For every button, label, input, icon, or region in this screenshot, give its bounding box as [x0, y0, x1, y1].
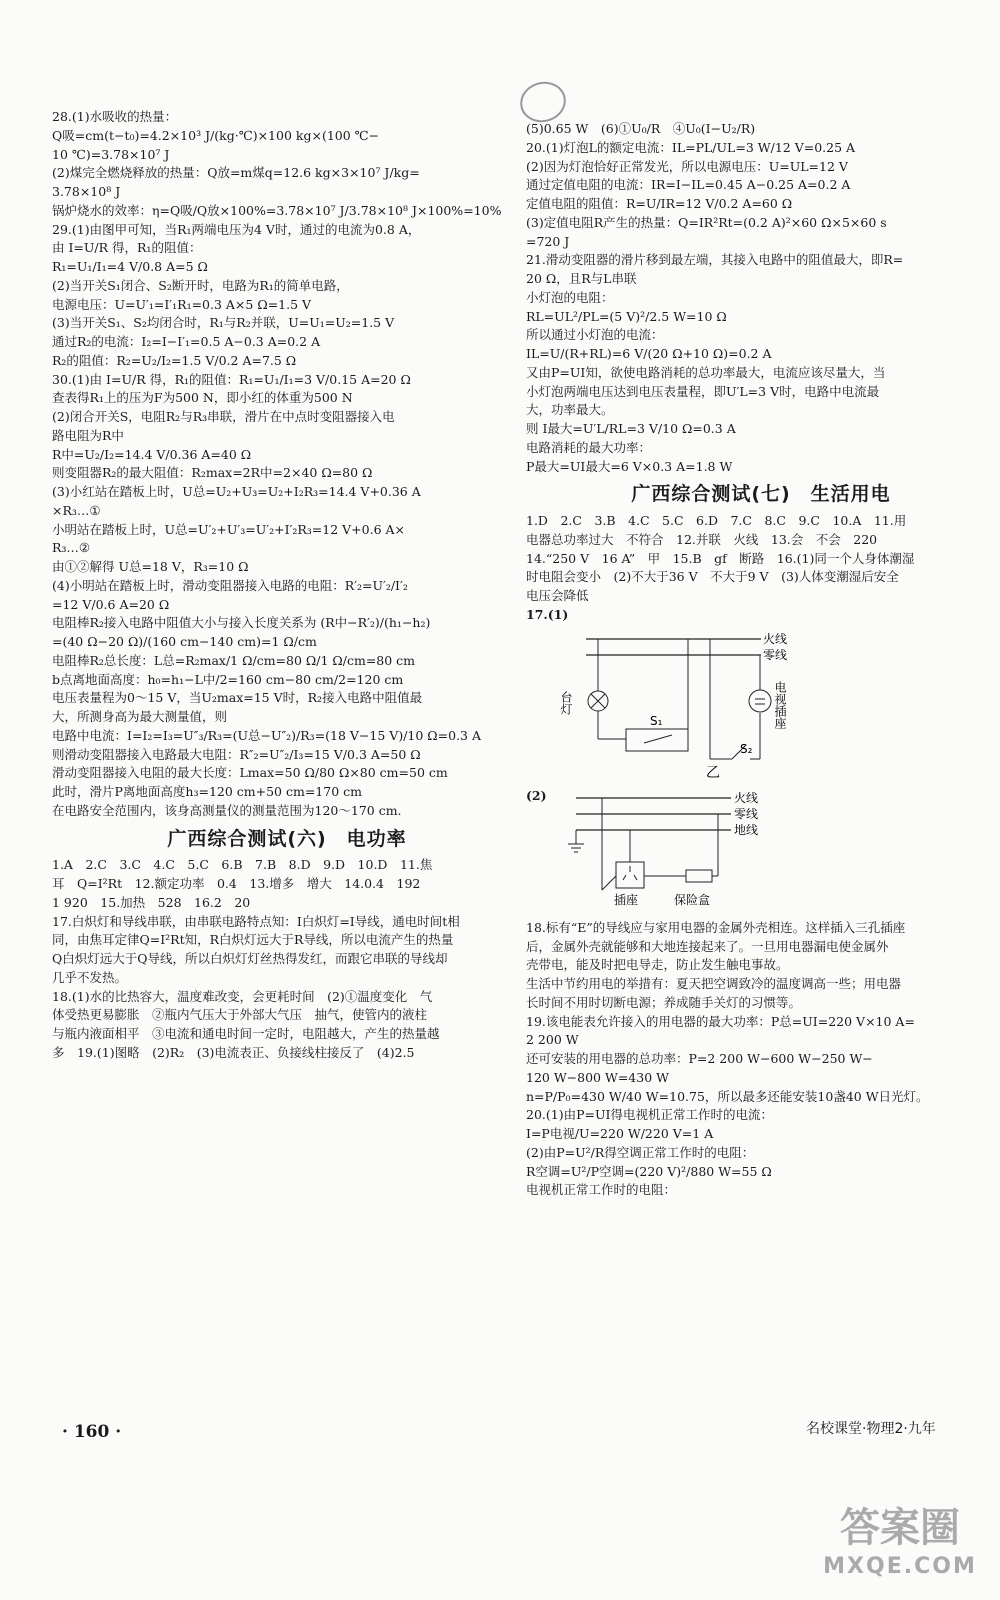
left-answer-line: R中=U₂/I₂=14.4 V/0.36 A=40 Ω [52, 446, 252, 462]
right-bottom-answer-line: 电视机正常工作时的电阻： [526, 1182, 677, 1198]
left-answer-line: (3)小红站在踏板上时，U总=U₂+U₃=U₂+I₂R₃=14.4 V+0.36 A [52, 484, 421, 499]
s2-label: S₂ [740, 741, 753, 756]
right-answer-line: (5)0.65 W (6)①U₀/R ④U₀(I−U₂/R) [526, 121, 756, 136]
fire-label: 火线 [734, 791, 759, 806]
left-answer-line: R₁=U₁/I₁=4 V/0.8 A=5 Ω [52, 259, 208, 274]
switch-s1-box [626, 729, 688, 751]
right-answer-line: IL=U/(R+RL)=6 V/(20 Ω+10 Ω)=0.2 A [526, 346, 772, 361]
right-answer-line: (2)因为灯泡恰好正常发光，所以电源电压：U=UL=12 V [526, 158, 848, 174]
q17-2-label: (2) [526, 788, 547, 804]
left-answer-line: 小明站在踏板上时，U总=U′₂+U′₃=U′₂+I′₂R₃=12 V+0.6 A× [52, 521, 405, 537]
section-six-line: 1 920 15.加热 528 16.2 20 [52, 894, 251, 910]
right-column [526, 120, 996, 1200]
right-answer-line: (3)定值电阻R产生的热量：Q=IR²Rt=(0.2 A)²×60 Ω×5×60 s [526, 214, 887, 230]
left-answer-line: 10 ℃)=3.78×10⁷ J [52, 146, 170, 162]
left-answer-line: 3.78×10⁸ J [52, 184, 121, 199]
right-answer-line: P最大=UI最大=6 V×0.3 A=1.8 W [526, 458, 733, 474]
left-answer-line: 电路中电流：I=I₂=I₃=U″₃/R₃=(U总−U″₂)/R₃=(18 V−15 V)/10 Ω=0.3 A [52, 727, 482, 743]
right-answer-line: 小灯泡两端电压达到电压表量程，即U′L=3 V时，电路中电流最 [526, 383, 880, 399]
left-answer-line: 锅炉烧水的效率：η=Q吸/Q放×100%=3.78×10⁷ J/3.78×10⁸ J×100%=10% [52, 202, 502, 218]
left-answer-line: 大，所测身高为最大测量值，则 [52, 709, 228, 724]
fuse-box-symbol [686, 870, 712, 882]
right-bottom-answer-line: 壳带电，能及时把电导走，防止发生触电事故。 [526, 957, 789, 973]
q17-label: 17.(1) [526, 606, 569, 622]
watermark-text: 答案圈 [840, 1505, 960, 1551]
left-answer-line: (3)当开关S₁、S₂均闭合时，R₁与R₂并联，U=U₁=U₂=1.5 V [52, 315, 395, 331]
left-answer-line: R₃…② [52, 540, 91, 556]
lamp-label: 台灯 [559, 690, 573, 715]
section-six-line: 1.A 2.C 3.C 4.C 5.C 6.B 7.B 8.D 9.D 10.D 11.焦 [52, 857, 433, 873]
left-answer-line: 由 I=U/R 得，R₁的阻值： [52, 240, 202, 256]
section-six-line: 体受热更易膨胀 ②瓶内气压大于外部大气压 抽气，使管内的液柱 [52, 1007, 428, 1023]
left-answer-line: b点离地面高度：h₀=h₁−L中/2=160 cm−80 cm/2=120 cm [52, 671, 404, 687]
section-six-line: 18.(1)水的比热容大，温度难改变，会更耗时间 (2)①温度变化 气 [52, 988, 433, 1004]
tv-socket-symbol [749, 690, 771, 712]
right-bottom-answer-line: 长时间不用时切断电源；养成随手关灯的习惯等。 [526, 994, 802, 1010]
right-answer-line: RL=UL²/PL=(5 V)²/2.5 W=10 Ω [526, 308, 727, 324]
right-answer-line: 小灯泡的电阻： [526, 289, 614, 305]
left-answer-line: 滑动变阻器接入电阻的最大长度：Lmax=50 Ω/80 Ω×80 cm=50 cm [52, 765, 448, 781]
left-answer-line: R₂的阻值：R₂=U₂/I₂=1.5 V/0.2 A=7.5 Ω [52, 352, 297, 368]
right-answer-line: 定值电阻的阻值：R=U/IR=12 V/0.2 A=60 Ω [526, 196, 793, 211]
switch-s1 [644, 735, 672, 743]
left-answer-line: 此时，滑片P离地面高度h₃=120 cm+50 cm=170 cm [52, 784, 362, 799]
section-seven-title: 广西综合测试(七) 生活用电 [631, 483, 891, 506]
left-answer-lines [52, 108, 522, 820]
socket-pin [623, 875, 626, 880]
right-bottom-answer-line: 19.该电能表允许接入的用电器的最大功率：P总=UI=220 V×10 A= [526, 1013, 915, 1029]
zero-label: 零线 [763, 647, 788, 662]
left-answer-line: 电阻棒R₂接入电路中阻值大小与接入长度关系为 (R中−R′₂)/(h₁−h₂) [52, 615, 431, 631]
wire [602, 876, 616, 890]
right-answer-line: 所以通过小灯泡的电流： [526, 327, 664, 343]
right-answer-line: 20.(1)灯泡L的额定电流：IL=PL/UL=3 W/12 V=0.25 A [526, 139, 856, 155]
right-bottom-answer-line: 18.标有“E”的导线应与家用电器的金属外壳相连。这样插入三孔插座 [526, 919, 906, 935]
ground-label: 地线 [734, 823, 759, 838]
section-six-line: 几乎不发热。 [52, 969, 128, 985]
section-seven-line: 时电阻会变小 (2)不大于36 V 不大于9 V (3)人体变潮湿后安全 [526, 569, 899, 585]
right-bottom-answer-line: 20.(1)由P=UI得电视机正常工作时的电流： [526, 1107, 773, 1123]
left-answer-line: 28.(1)水吸收的热量： [52, 109, 178, 124]
section-six-line: 耳 Q=I²Rt 12.额定功率 0.4 13.增多 增大 14.0.4 192 [52, 876, 421, 892]
right-bottom-answer-line: 2 200 W [526, 1032, 579, 1048]
left-column [52, 108, 522, 1063]
s1-label: S₁ [650, 713, 663, 728]
socket-label: 插座 [614, 893, 639, 908]
section-six-line: Q白炽灯远大于Q导线，所以白炽灯灯丝热得发红，而跟它串联的导线却 [52, 951, 448, 967]
section-seven-line: 电压会降低 [526, 588, 589, 604]
left-answer-line: 30.(1)由 I=U/R 得，R₁的阻值：R₁=U₁/I₁=3 V/0.15 A=20 Ω [52, 371, 411, 387]
right-bottom-answer-line: 还可安装的用电器的总功率：P=2 200 W−600 W−250 W− [526, 1051, 873, 1067]
left-answer-line: (2)闭合开关S，电阻R₂与R₃串联，滑片在中点时变阻器接入电 [52, 409, 395, 424]
fuse-label: 保险盒 [674, 893, 711, 908]
left-answer-line: (2)煤完全燃烧释放的热量：Q放=m煤q=12.6 kg×3×10⁷ J/kg= [52, 165, 420, 181]
right-bottom-answer-line: R空调=U²/P空调=(220 V)²/880 W=55 Ω [526, 1163, 772, 1179]
right-bottom-answer-line: I=P电视/U=220 W/220 V=1 A [526, 1126, 714, 1142]
left-answer-line: ×R₃…① [52, 502, 101, 518]
left-answer-line: 电压表量程为0～15 V，当U₂max=15 V时，R₂接入电路中阻值最 [52, 690, 423, 706]
section-seven-line: 电器总功率过大 不符合 12.并联 火线 13.会 不会 220 [526, 531, 878, 547]
right-answer-line: 大，功率最大。 [526, 402, 614, 418]
left-answer-line: 查表得R₁上的压为F为500 N，即小红的体重为500 N [52, 390, 353, 406]
section-six-lines [52, 856, 522, 1061]
footer-book-title: 名校课堂·物理2·九年 [806, 1421, 936, 1437]
section-six-line: 同，由焦耳定律Q=I²Rt知，R白炽灯远大于R导线，所以电流产生的热量 [52, 932, 454, 948]
section-seven-line: 1.D 2.C 3.B 4.C 5.C 6.D 7.C 8.C 9.C 10.A 11.用 [526, 513, 907, 529]
section-six-line: 17.白炽灯和导线串联，由串联电路特点知：I白炽灯=I导线，通电时间t相 [52, 913, 460, 929]
right-bottom-answer-lines [526, 919, 996, 1199]
left-answer-line: 在电路安全范围内，该身高测量仪的测量范围为120～170 cm. [52, 802, 402, 818]
left-answer-line: =12 V/0.6 A=20 Ω [52, 596, 170, 612]
right-bottom-answer-line: (2)由P=U²/R得空调正常工作时的电阻： [526, 1144, 755, 1160]
left-answer-line: 电源电压：U=U′₁=I′₁R₁=0.3 A×5 Ω=1.5 V [52, 296, 312, 312]
section-seven-lines [526, 512, 996, 605]
socket-pin [634, 875, 637, 880]
left-answer-line: 通过R₂的电流：I₂=I−I′₁=0.5 A−0.3 A=0.2 A [52, 334, 321, 349]
right-answer-line: 通过定值电阻的电流：IR=I−IL=0.45 A−0.25 A=0.2 A [526, 177, 851, 193]
page-number: · 160 · [62, 1422, 122, 1442]
circuit-diagram-2 [546, 790, 796, 910]
socket-symbol [616, 862, 644, 888]
right-answer-line: 又由P=UI知，欲使电路消耗的总功率最大，电流应该尽量大，当 [526, 364, 886, 380]
right-bottom-answer-line: n=P/P₀=430 W/40 W=10.75，所以最多还能安装10盏40 W日光灯。 [526, 1088, 929, 1104]
section-seven-line: 14.“250 V 16 A” 甲 15.B gf 断路 16.(1)同一个人身体潮湿 [526, 550, 915, 566]
left-answer-line: 则变阻器R₂的最大阻值：R₂max=2R中=2×40 Ω=80 Ω [52, 465, 373, 481]
right-bottom-answer-line: 120 W−800 W=430 W [526, 1069, 669, 1085]
section-six-line: 与瓶内液面相平 ③电流和通电时间一定时，电阻越大，产生的热量越 [52, 1026, 440, 1042]
left-answer-line: 则滑动变阻器接入电路最大电阻：R″₂=U″₂/I₃=15 V/0.3 A=50 Ω [52, 746, 421, 762]
left-answer-line: 电阻棒R₂总长度：L总=R₂max/1 Ω/cm=80 Ω/1 Ω/cm=80 cm [52, 652, 416, 668]
left-answer-line: 29.(1)由图甲可知，当R₁两端电压为4 V时，通过的电流为0.8 A， [52, 221, 421, 237]
right-answer-line: 20 Ω，且R与L串联 [526, 271, 637, 286]
right-bottom-answer-line: 后，金属外壳就能够和大地连接起来了。一旦用电器漏电使金属外 [526, 938, 889, 954]
section-six-line: 多 19.(1)图略 (2)R₂ (3)电流表正、负接线柱接反了 (4)2.5 [52, 1044, 415, 1060]
watermark-logo [820, 1504, 980, 1590]
left-answer-line: (4)小明站在踏板上时，滑动变阻器接入电路的电阻：R′₂=U′₂/I′₂ [52, 577, 408, 593]
right-answer-lines [526, 120, 996, 475]
left-answer-line: 由①②解得 U总=18 V，R₃=10 Ω [52, 559, 249, 574]
right-bottom-answer-line: 生活中节约用电的举措有：夏天把空调致冷的温度调高一些；用电器 [526, 976, 902, 992]
figure-caption: 乙 [706, 764, 720, 779]
right-answer-line: 21.滑动变阻器的滑片移到最左端，其接入电路中的阻值最大，即R= [526, 252, 904, 268]
left-answer-line: =(40 Ω−20 Ω)/(160 cm−140 cm)=1 Ω/cm [52, 634, 317, 649]
right-answer-line: 电路消耗的最大功率： [526, 439, 652, 455]
circuit-diagram-1 [546, 629, 796, 779]
right-answer-line: 则 I最大=U′L/RL=3 V/10 Ω=0.3 A [526, 421, 736, 436]
fire-label: 火线 [763, 631, 788, 646]
tv-label: 电视插座 [773, 680, 787, 729]
left-answer-line: Q吸=cm(t−t₀)=4.2×10³ J/(kg·℃)×100 kg×(100 ℃− [52, 127, 380, 143]
zero-label: 零线 [734, 807, 759, 822]
section-six-title: 广西综合测试(六) 电功率 [167, 827, 407, 850]
watermark-url: MXQE.COM [823, 1554, 977, 1579]
left-answer-line: (2)当开关S₁闭合、S₂断开时，电路为R₁的简单电路， [52, 277, 349, 293]
right-answer-line: =720 J [526, 233, 570, 249]
left-answer-line: 路电阻为R中 [52, 427, 124, 443]
